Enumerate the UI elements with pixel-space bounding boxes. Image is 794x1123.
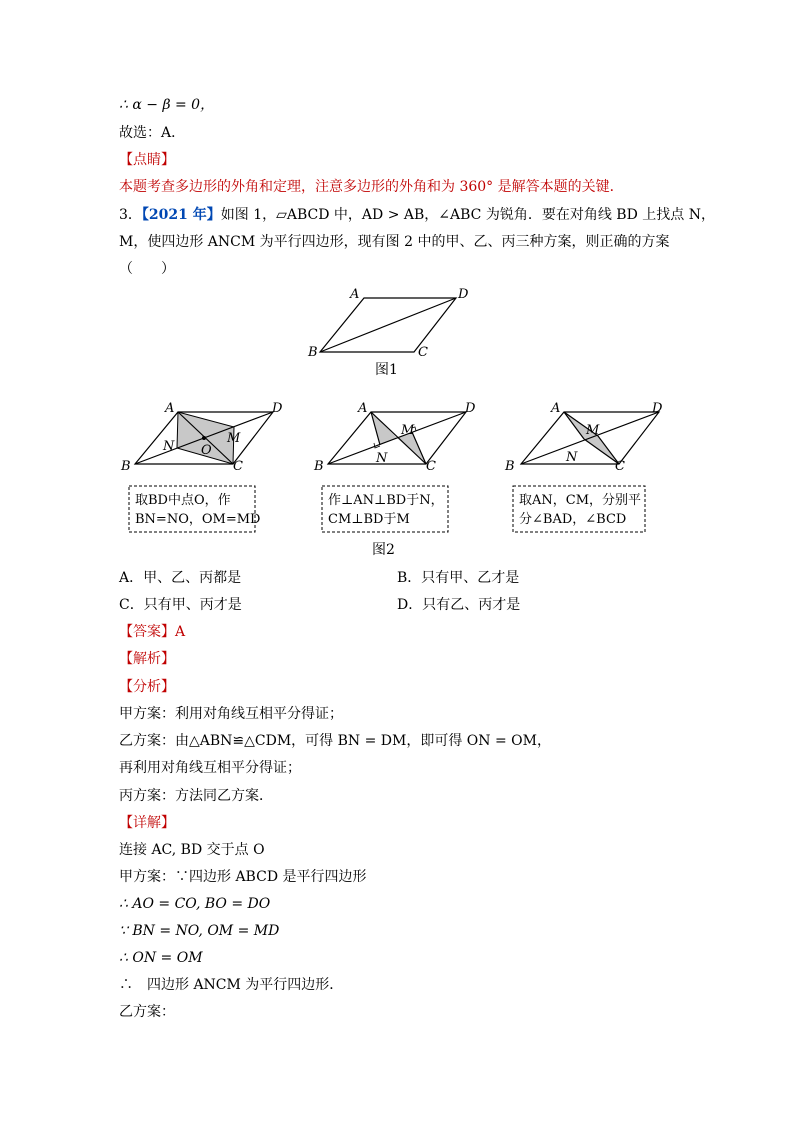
bing-label-m: M bbox=[586, 423, 600, 438]
jia-label-c: C bbox=[233, 459, 243, 474]
figure-1 bbox=[300, 284, 480, 384]
jia-label-n: N bbox=[163, 439, 175, 454]
jia-label-d: D bbox=[272, 401, 283, 416]
heading-jiexi: 【解析】 bbox=[119, 651, 175, 667]
jia-label-m: M bbox=[227, 431, 241, 446]
jia-label-b: B bbox=[121, 459, 131, 474]
analysis-line-1: 甲方案：利用对角线互相平分得证； bbox=[119, 706, 343, 722]
line-conclusion: ∴ α − β = 0， bbox=[119, 97, 215, 113]
detail-line-4: ∵ BN = NO, OM = MD bbox=[119, 923, 280, 939]
panel-jia bbox=[120, 401, 283, 532]
option-a: A．甲、乙、丙都是 bbox=[119, 570, 242, 586]
detail-line-1: 连接 AC, BD 交于点 O bbox=[119, 842, 265, 858]
bing-label-c: C bbox=[615, 459, 625, 474]
bing-label-a: A bbox=[551, 401, 561, 416]
fig1-label-a: A bbox=[350, 287, 360, 302]
box-bing-line-1: 取AN，CM，分别平 bbox=[519, 493, 642, 508]
question-line-1 bbox=[119, 206, 715, 224]
point-o bbox=[202, 436, 206, 440]
fig1-label-b: B bbox=[308, 345, 318, 360]
question-line-3: （ ） bbox=[119, 261, 175, 277]
fig1-label-d: D bbox=[458, 287, 469, 302]
option-d: D．只有乙、丙才是 bbox=[397, 597, 521, 613]
heading-fenxi: 【分析】 bbox=[119, 679, 175, 695]
yi-label-c: C bbox=[426, 459, 436, 474]
detail-line-5: ∴ ON = OM bbox=[119, 950, 203, 966]
bing-label-n: N bbox=[566, 450, 578, 465]
answer-line: 【答案】A bbox=[119, 624, 186, 640]
box-yi-line-1: 作⊥AN⊥BD于N， bbox=[328, 493, 444, 508]
analysis-line-3: 再利用对角线互相平分得证； bbox=[119, 760, 301, 776]
parallelogram-abcd bbox=[320, 298, 456, 352]
detail-line-7: 乙方案： bbox=[119, 1004, 175, 1020]
line-dianjing-text: 本题考查多边形的外角和定理，注意多边形的外角和为 360° 是解答本题的关键． bbox=[119, 179, 624, 195]
jia-label-o: O bbox=[201, 443, 212, 458]
yi-label-a: A bbox=[358, 401, 368, 416]
heading-dianjing: 【点睛】 bbox=[119, 152, 175, 168]
panel-bing bbox=[504, 401, 663, 532]
yi-label-d: D bbox=[465, 401, 476, 416]
fig1-label-c: C bbox=[418, 345, 428, 360]
analysis-line-4: 丙方案：方法同乙方案． bbox=[119, 788, 273, 804]
option-b: B．只有甲、乙才是 bbox=[397, 570, 520, 586]
panel-yi bbox=[313, 401, 476, 532]
heading-xiangjie: 【详解】 bbox=[119, 815, 175, 831]
detail-line-6: ∴ 四边形 ANCM 为平行四边形． bbox=[119, 977, 344, 993]
detail-line-3: ∴ AO = CO, BO = DO bbox=[119, 896, 271, 912]
bing-label-b: B bbox=[505, 459, 515, 474]
question-text-1: 如图 1，▱ABCD 中，AD > AB，∠ABC 为锐角．要在对角线 BD 上找点 N， bbox=[220, 207, 715, 223]
option-c: C．只有甲、丙才是 bbox=[119, 597, 242, 613]
analysis-line-2: 乙方案：由△ABN≌△CDM，可得 BN = DM，即可得 ON = OM， bbox=[119, 733, 551, 749]
detail-line-2: 甲方案：∵四边形 ABCD 是平行四边形 bbox=[119, 869, 367, 885]
bing-label-d: D bbox=[652, 401, 663, 416]
box-yi-line-2: CM⊥BD于M bbox=[328, 512, 410, 527]
question-number: 3． bbox=[119, 207, 142, 223]
yi-label-m: M bbox=[401, 423, 415, 438]
yi-label-n: N bbox=[376, 451, 388, 466]
question-tag: 【2021 年】 bbox=[141, 207, 221, 223]
fig2-caption: 图2 bbox=[372, 542, 395, 558]
box-jia-line-2: BN=NO，OM=MD bbox=[135, 512, 261, 527]
jia-label-a: A bbox=[165, 401, 175, 416]
yi-label-b: B bbox=[314, 459, 324, 474]
figure-2 bbox=[115, 398, 695, 558]
box-bing-line-2: 分∠BAD，∠BCD bbox=[519, 512, 627, 527]
question-line-2: M，使四边形 ANCM 为平行四边形，现有图 2 中的甲、乙、丙三种方案，则正确的方案 bbox=[119, 234, 670, 250]
line-choice: 故选：A． bbox=[119, 125, 186, 141]
box-jia-line-1: 取BD中点O，作 bbox=[135, 493, 231, 508]
fig1-caption: 图1 bbox=[375, 362, 398, 378]
